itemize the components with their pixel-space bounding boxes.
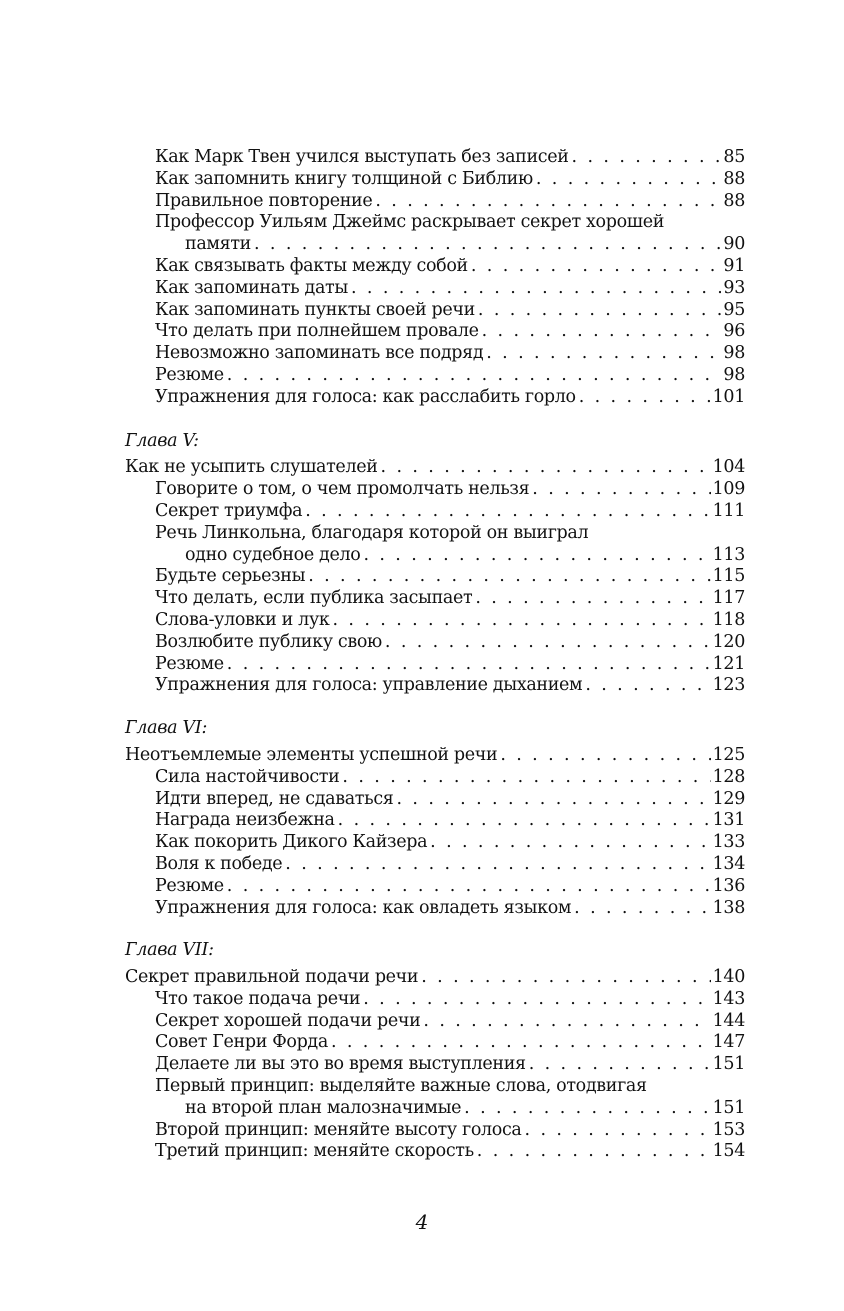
toc-page-number: 88	[723, 168, 745, 189]
toc-page-number: 117	[712, 588, 745, 609]
toc-entry[interactable]	[125, 169, 745, 191]
toc-entry[interactable]	[125, 898, 745, 920]
toc-entry-title: Профессор Уильям Джеймс раскрывает секрет хорошей	[155, 212, 665, 233]
toc-entry-title: Идти вперед, не сдаваться	[155, 788, 394, 809]
toc-entry-title: Возлюбите публику свою	[155, 631, 382, 652]
dot-leader	[529, 479, 710, 501]
toc-page-number: 153	[712, 1119, 745, 1140]
toc-entry[interactable]	[125, 1141, 745, 1163]
toc-entry[interactable]	[125, 278, 745, 300]
toc-entry-title: Второй принцип: меняйте высоту голоса	[155, 1119, 522, 1140]
dot-leader	[302, 501, 710, 523]
dot-leader	[576, 387, 711, 409]
toc-page-number: 90	[723, 234, 745, 255]
toc-page-number: 129	[712, 788, 745, 809]
dot-leader	[339, 767, 710, 789]
toc-entry-title: Как Марк Твен учился выступать без записей	[155, 147, 569, 167]
toc-entry-title: Что делать, если публика засыпает	[155, 588, 473, 609]
toc-entry-title: Как связывать факты между собой	[155, 255, 468, 276]
dot-leader	[378, 457, 711, 479]
dot-leader	[418, 967, 710, 989]
toc-entry[interactable]	[125, 654, 745, 676]
toc-entry[interactable]	[125, 610, 745, 632]
toc-entry-title: Правильное повторение	[155, 190, 373, 211]
dot-leader	[571, 898, 710, 920]
toc-entry-title: Невозможно запоминать все подряд	[155, 343, 484, 364]
toc-entry[interactable]	[125, 876, 745, 898]
toc-entry[interactable]	[125, 1120, 745, 1142]
toc-entry-title: Воля к победе	[155, 853, 283, 874]
toc-entry-title: Упражнения для голоса: как расслабить горло	[155, 386, 576, 407]
dot-leader	[522, 1120, 711, 1142]
toc-page-number: 121	[712, 653, 745, 674]
toc-page-number: 104	[712, 457, 745, 478]
toc-entry[interactable]	[125, 745, 745, 767]
dot-leader	[328, 1032, 711, 1054]
toc-page-number: 154	[712, 1141, 745, 1162]
toc-page-number: 101	[712, 386, 745, 407]
toc-page-number: 120	[712, 631, 745, 652]
toc-page-number: 131	[712, 810, 745, 831]
toc-entry-title: Как не усыпить слушателей	[125, 457, 378, 478]
dot-leader	[282, 854, 710, 876]
toc-page-number: 125	[712, 744, 745, 765]
toc-page-number: 144	[712, 1010, 745, 1031]
toc-page-number: 138	[712, 897, 745, 918]
toc-page-number: 123	[712, 675, 745, 696]
toc-entry[interactable]	[125, 566, 745, 588]
toc-entry[interactable]	[125, 300, 745, 322]
dot-leader	[526, 1054, 711, 1076]
toc-page-number: 85	[723, 147, 745, 167]
dot-leader	[475, 300, 722, 322]
toc-entry-title: Резюме	[155, 653, 224, 674]
toc-entry-title: Будьте серьезны	[155, 566, 306, 587]
toc-entry[interactable]	[125, 256, 745, 278]
toc-entry[interactable]	[125, 1054, 745, 1076]
toc-entry-title: Секрет триумфа	[155, 500, 303, 521]
toc-entry-title: Упражнения для голоса: как овладеть языком	[155, 897, 572, 918]
dot-leader	[393, 789, 710, 811]
dot-leader	[468, 256, 722, 278]
toc-entry-title: Резюме	[155, 875, 224, 896]
toc-entry[interactable]	[125, 810, 745, 832]
toc-page-number: 140	[712, 967, 745, 988]
toc-page-number: 136	[712, 875, 745, 896]
toc-entry-title: Первый принцип: выделяйте важные слова, отодвигая	[155, 1076, 647, 1097]
dot-leader	[420, 1011, 710, 1033]
toc-page-number: 95	[723, 299, 745, 320]
toc-entry[interactable]	[125, 545, 745, 567]
toc-entry[interactable]	[125, 588, 745, 610]
dot-leader	[224, 876, 711, 898]
toc-entry-title: Награда неизбежна	[155, 810, 335, 831]
toc-entry-title-continued: памяти	[185, 234, 251, 255]
dot-leader	[305, 566, 710, 588]
dot-leader	[335, 810, 711, 832]
toc-entry-title: Делаете ли вы это во время выступления	[155, 1054, 526, 1075]
toc-entry[interactable]	[125, 479, 745, 501]
dot-leader	[533, 169, 722, 191]
toc-entry[interactable]	[125, 832, 745, 854]
toc-entry-title: Упражнения для голоса: управление дыханием	[155, 675, 583, 696]
toc-entry[interactable]	[125, 321, 745, 343]
dot-leader	[479, 321, 722, 343]
chapter-heading: Глава VII:	[125, 940, 214, 961]
toc-entry[interactable]	[125, 989, 745, 1011]
toc-page-number: 134	[712, 853, 745, 874]
toc-page-number: 147	[712, 1032, 745, 1053]
toc-entry-title: Речь Линкольна, благодаря которой он выиграл	[155, 522, 589, 543]
dot-leader	[382, 632, 711, 654]
toc-entry-title-continued: одно судебное дело	[185, 544, 361, 565]
toc-page-number: 98	[723, 364, 745, 385]
toc-entry[interactable]	[125, 1098, 745, 1120]
toc-entry-title: Секрет хорошей подачи речи	[155, 1010, 421, 1031]
toc-page-number: 113	[712, 544, 745, 565]
dot-leader	[582, 675, 710, 697]
chapter-heading: Глава V:	[125, 430, 199, 451]
toc-entry[interactable]	[125, 234, 745, 256]
toc-page-number: 151	[712, 1097, 745, 1118]
toc-entry-title: Как запоминать даты	[155, 277, 348, 298]
toc-page-number: 143	[712, 988, 745, 1009]
toc-entry[interactable]	[125, 632, 745, 654]
toc-entry-title: Резюме	[155, 364, 224, 385]
toc-entry[interactable]	[125, 365, 745, 387]
toc-entry-title: Говорите о том, о чем промолчать нельзя	[155, 479, 530, 500]
toc-entry[interactable]	[125, 854, 745, 876]
dot-leader	[360, 989, 710, 1011]
toc-entry-title: Что делать при полнейшем провале	[155, 321, 479, 342]
toc-entry-title: Неотъемлемые элементы успешной речи	[125, 744, 498, 765]
dot-leader	[483, 343, 721, 365]
toc-page-number: 98	[723, 343, 745, 364]
dot-leader	[360, 545, 710, 567]
toc-entry[interactable]	[125, 191, 745, 213]
page-number: 4	[415, 1210, 429, 1234]
toc-page-number: 91	[723, 255, 745, 276]
dot-leader	[224, 654, 711, 676]
toc-page-number: 118	[712, 609, 745, 630]
toc-page-number: 128	[712, 766, 745, 787]
toc-entry[interactable]	[125, 789, 745, 811]
chapter-heading: Глава VI:	[125, 718, 208, 739]
dot-leader	[474, 1141, 711, 1163]
dot-leader	[569, 147, 722, 169]
dot-leader	[330, 610, 711, 632]
toc-entry[interactable]	[125, 767, 745, 789]
toc-page-number: 93	[723, 277, 745, 298]
toc-page-number: 96	[723, 321, 745, 342]
toc-page-number: 109	[712, 479, 745, 500]
toc-entry[interactable]	[125, 343, 745, 365]
toc-entry-title-continued: на второй план малозначимые	[185, 1097, 462, 1118]
toc-page-number: 111	[712, 500, 745, 521]
toc-page-number: 88	[723, 190, 745, 211]
toc-page-number: 151	[712, 1054, 745, 1075]
toc-entry-title: Совет Генри Форда	[155, 1032, 328, 1053]
dot-leader	[251, 234, 721, 256]
toc-entry[interactable]	[125, 675, 745, 697]
toc-entry[interactable]	[125, 967, 745, 989]
dot-leader	[427, 832, 710, 854]
dot-leader	[372, 191, 721, 213]
dot-leader	[224, 365, 722, 387]
toc-page-number: 115	[712, 566, 745, 587]
toc-entry-title: Сила настойчивости	[155, 766, 340, 787]
toc-entry[interactable]	[125, 1011, 745, 1033]
toc-entry[interactable]	[125, 457, 745, 479]
toc-entry-title: Как запомнить книгу толщиной с Библию	[155, 168, 533, 189]
toc-entry[interactable]	[125, 501, 745, 523]
toc-entry-title: Слова-уловки и лук	[155, 609, 330, 630]
dot-leader	[348, 278, 721, 300]
toc-entry-title: Как запоминать пункты своей речи	[155, 299, 475, 320]
table-of-contents	[125, 147, 745, 1163]
toc-entry[interactable]	[125, 147, 745, 169]
toc-page-number: 133	[712, 832, 745, 853]
toc-entry-title: Третий принцип: меняйте скорость	[155, 1141, 474, 1162]
dot-leader	[497, 745, 710, 767]
toc-entry-title: Как покорить Дикого Кайзера	[155, 832, 428, 853]
dot-leader	[461, 1098, 710, 1120]
toc-entry[interactable]	[125, 1032, 745, 1054]
toc-entry-title: Секрет правильной подачи речи	[125, 967, 419, 988]
toc-entry[interactable]	[125, 387, 745, 409]
dot-leader	[472, 588, 710, 610]
toc-entry-title: Что такое подача речи	[155, 988, 361, 1009]
